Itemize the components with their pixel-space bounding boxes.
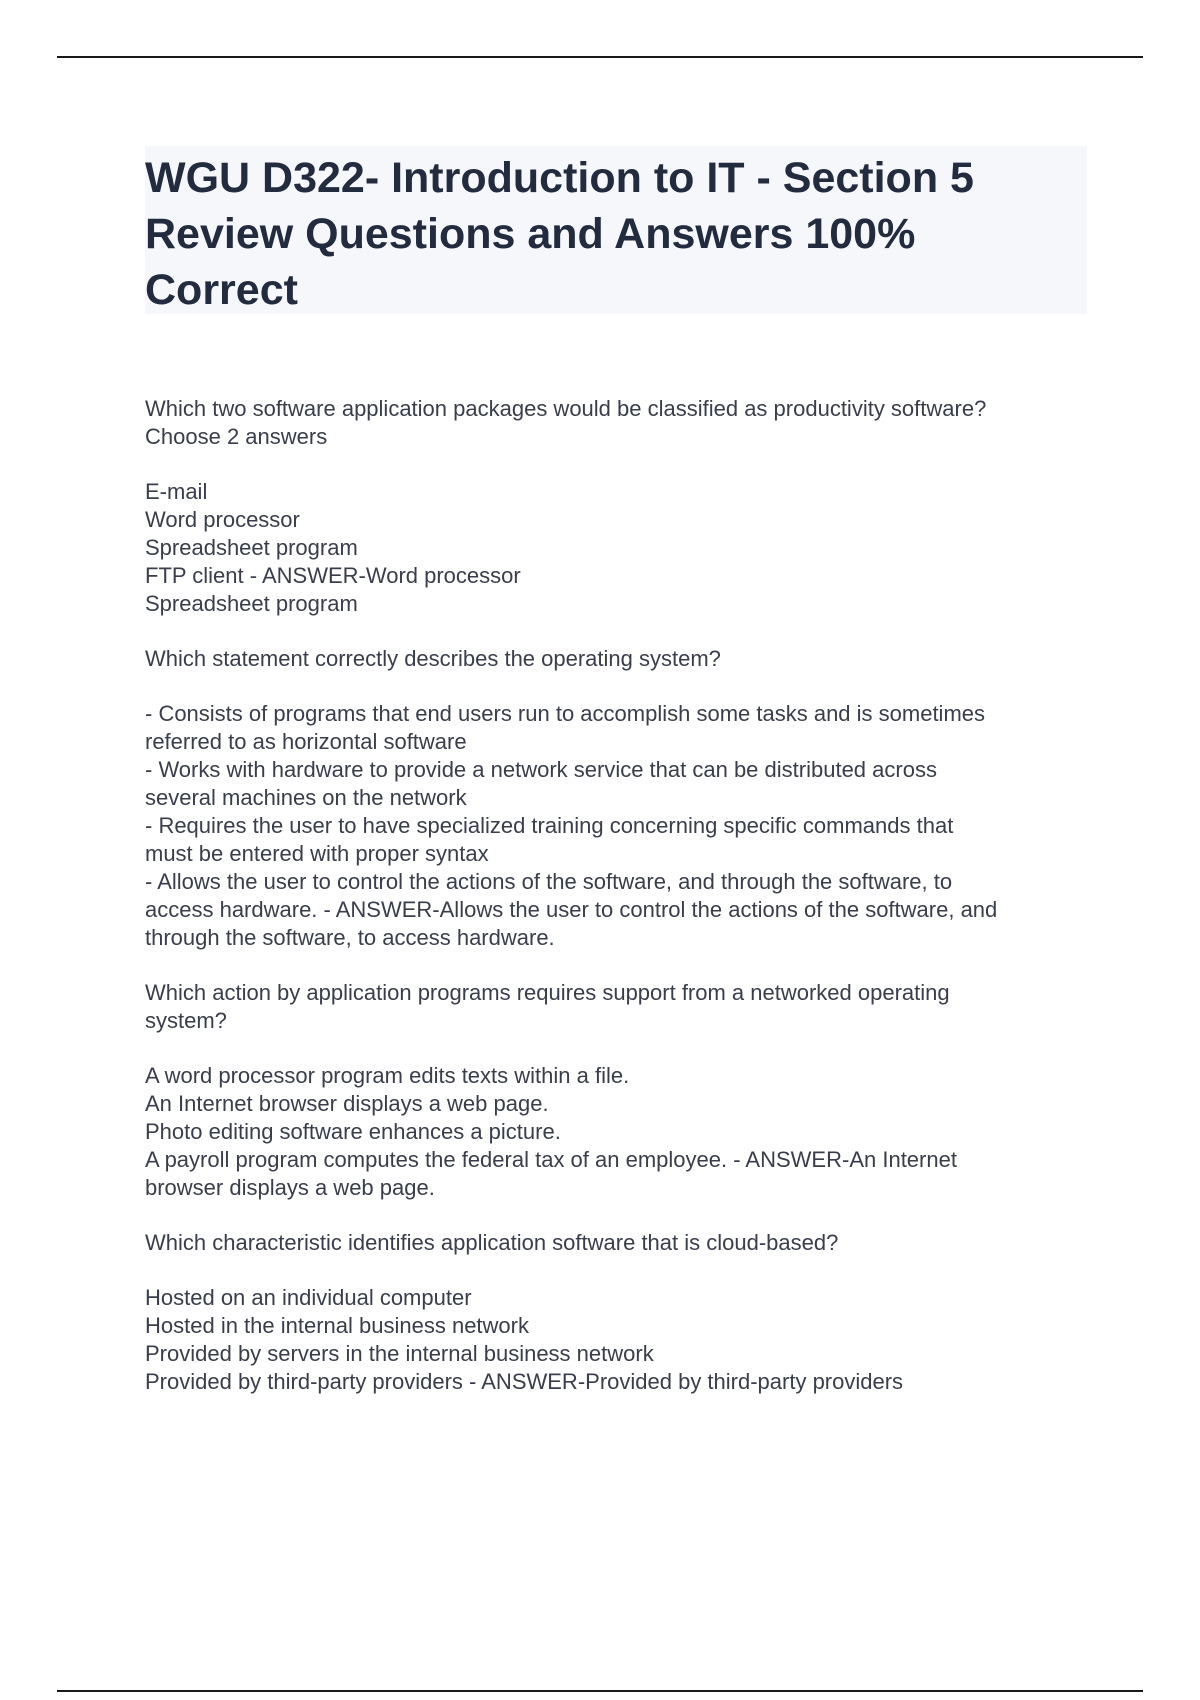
text-line: Choose 2 answers (145, 424, 328, 449)
title-line: Correct (145, 266, 298, 314)
question-paragraph (145, 1229, 1095, 1257)
text-line: Which two software application packages would be classified as productivity software? (145, 396, 987, 421)
text-line: Which statement correctly describes the operating system? (145, 646, 721, 671)
options-paragraph (145, 478, 1095, 618)
text-line: Provided by third-party providers - ANSWER-Provided by third-party providers (145, 1369, 904, 1394)
text-line: Hosted in the internal business network (145, 1313, 529, 1338)
text-line: Spreadsheet program (145, 591, 358, 616)
text-line: browser displays a web page. (145, 1175, 435, 1200)
options-paragraph (145, 1062, 1095, 1202)
text-line: Spreadsheet program (145, 535, 358, 560)
text-line: An Internet browser displays a web page. (145, 1091, 549, 1116)
options-paragraph (145, 1284, 1095, 1396)
title-line: Review Questions and Answers 100% (145, 210, 916, 258)
text-line: system? (145, 1008, 227, 1033)
text-line: - Works with hardware to provide a network service that can be distributed across (145, 757, 937, 782)
question-paragraph (145, 979, 1095, 1035)
question-paragraph (145, 395, 1095, 451)
footer-rule (57, 1690, 1143, 1692)
text-line: A word processor program edits texts within a file. (145, 1063, 630, 1088)
text-line: Hosted on an individual computer (145, 1285, 472, 1310)
text-line: - Allows the user to control the actions of the software, and through the software, to (145, 869, 953, 894)
text-line: must be entered with proper syntax (145, 841, 489, 866)
document-body (145, 395, 1095, 1423)
text-line: Word processor (145, 507, 300, 532)
text-line: - Requires the user to have specialized training concerning specific commands that (145, 813, 954, 838)
text-line: - Consists of programs that end users run to accomplish some tasks and is sometimes (145, 701, 986, 726)
question-paragraph (145, 645, 1095, 673)
text-line: E-mail (145, 479, 208, 504)
text-line: Photo editing software enhances a picture. (145, 1119, 561, 1144)
text-line: Which action by application programs requires support from a networked operating (145, 980, 950, 1005)
options-paragraph (145, 700, 1095, 952)
text-line: several machines on the network (145, 785, 467, 810)
text-line: access hardware. - ANSWER-Allows the user to control the actions of the software, and (145, 897, 998, 922)
title-line: WGU D322- Introduction to IT - Section 5 (145, 154, 974, 202)
text-line: FTP client - ANSWER-Word processor (145, 563, 521, 588)
document-title (145, 146, 1087, 314)
text-line: Provided by servers in the internal business network (145, 1341, 654, 1366)
header-rule (57, 56, 1143, 58)
text-line: A payroll program computes the federal tax of an employee. - ANSWER-An Internet (145, 1147, 957, 1172)
text-line: Which characteristic identifies application software that is cloud-based? (145, 1230, 839, 1255)
text-line: referred to as horizontal software (145, 729, 467, 754)
text-line: through the software, to access hardware. (145, 925, 555, 950)
